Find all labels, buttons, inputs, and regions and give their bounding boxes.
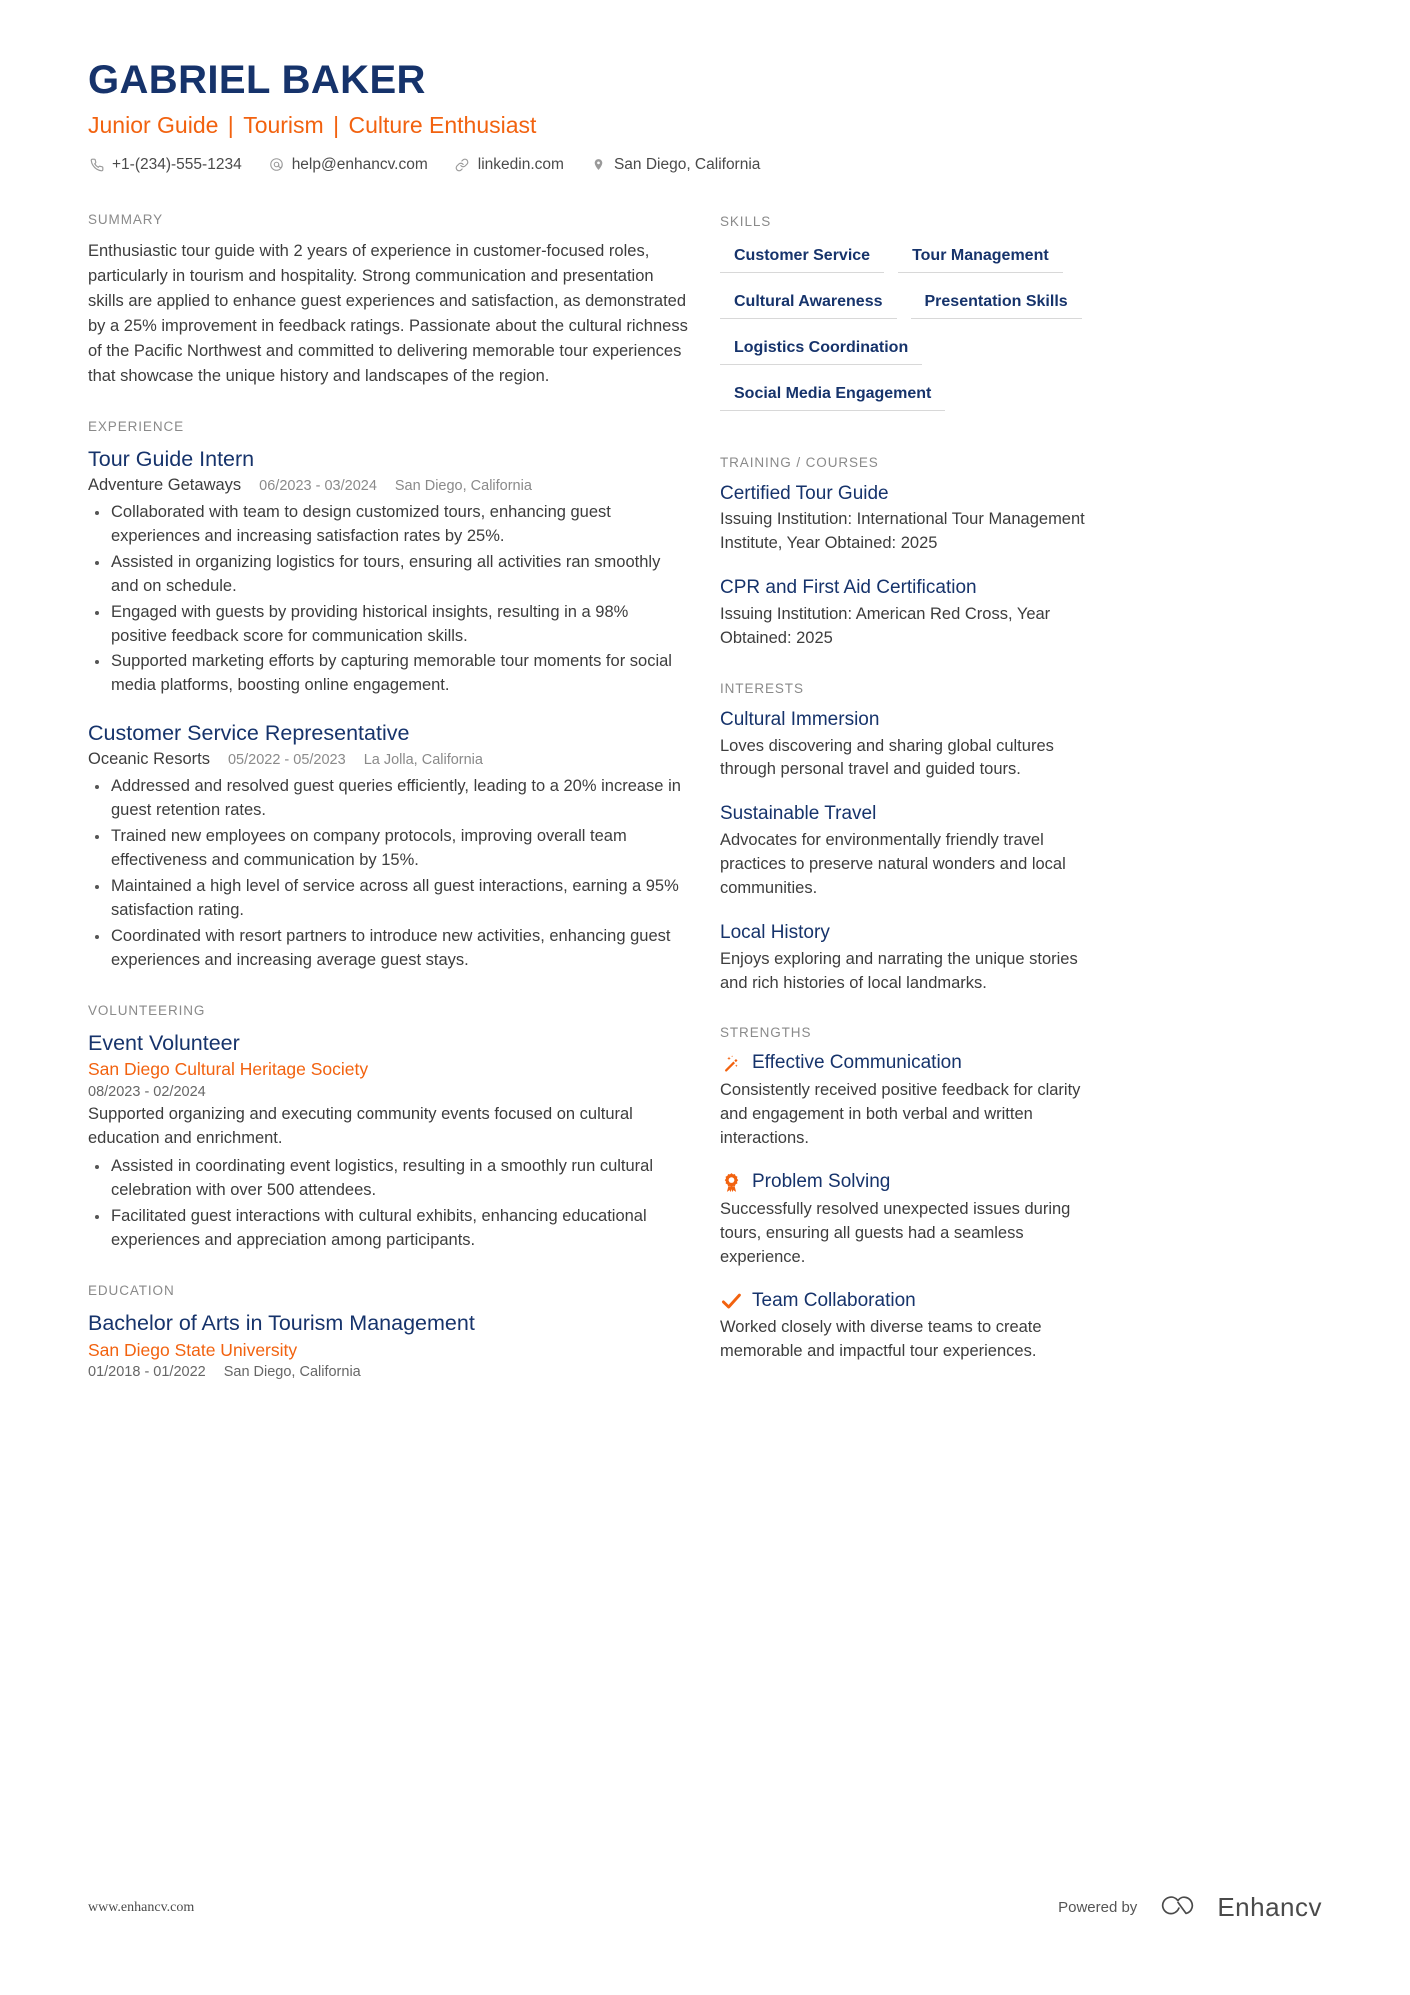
training-title: CPR and First Aid Certification: [720, 577, 977, 599]
bullet-item: Coordinated with resort partners to introduce new activities, enhancing guest experiences and increasing average guest stays.: [88, 925, 688, 973]
experience-dates: 05/2022 - 05/2023: [227, 752, 346, 769]
enhancv-logo: [1155, 1892, 1322, 1923]
contact-email-text: help@enhancv.com: [291, 155, 428, 173]
footer-branding: [1058, 1892, 1322, 1923]
education-school: San Diego State University: [88, 1339, 298, 1360]
skill-chip: Logistics Coordination: [720, 333, 922, 365]
strength-title: Effective Communication: [752, 1052, 962, 1074]
bullet-item: Trained new employees on company protocols, improving overall team effectiveness and communication by 15%.: [88, 825, 688, 873]
magic-wand-icon: [720, 1053, 742, 1075]
headline-part-1: Junior Guide: [88, 112, 219, 138]
interest-item: [720, 921, 1108, 996]
summary-section-label: SUMMARY: [88, 211, 164, 227]
contact-location: [590, 156, 760, 174]
left-column: [88, 212, 688, 1410]
education-meta: [88, 1364, 688, 1380]
experience-location: La Jolla, California: [363, 752, 483, 769]
training-section-label: TRAINING / COURSES: [720, 454, 879, 470]
phone-icon: [88, 156, 105, 173]
experience-entry: [88, 720, 688, 972]
experience-location: San Diego, California: [394, 477, 532, 494]
resume-body: [88, 212, 1322, 1410]
bullet-item: Facilitated guest interactions with cultural exhibits, enhancing educational experiences and appreciation among participants.: [88, 1205, 688, 1253]
contact-phone: [88, 156, 242, 174]
footer-website-url[interactable]: www.enhancv.com: [88, 1899, 195, 1915]
checkmark-icon: [720, 1290, 742, 1312]
experience-dates: 06/2023 - 03/2024: [259, 477, 377, 494]
contact-phone-text: +1-(234)-555-1234: [112, 155, 242, 173]
section-volunteering: [88, 1003, 688, 1253]
section-skills: [720, 214, 1108, 425]
education-degree: Bachelor of Arts in Tourism Management: [88, 1310, 475, 1335]
contact-location-text: San Diego, California: [613, 155, 761, 173]
interest-title: Local History: [720, 921, 830, 943]
strength-item: [720, 1052, 1108, 1151]
enhancv-mark-icon: [1155, 1895, 1207, 1921]
strength-title: Team Collaboration: [752, 1289, 916, 1311]
enhancv-wordmark: Enhancv: [1217, 1892, 1322, 1922]
experience-entry: [88, 446, 688, 698]
contact-email: [268, 156, 428, 174]
headline-part-2: Tourism: [243, 112, 324, 138]
bullet-item: Engaged with guests by providing historical insights, resulting in a 98% positive feedback score for communication skills.: [88, 601, 688, 649]
volunteering-dates: 08/2023 - 02/2024: [88, 1084, 206, 1101]
training-title: Certified Tour Guide: [720, 482, 889, 504]
skills-list: [720, 241, 1108, 425]
strength-title: Problem Solving: [752, 1171, 891, 1193]
resume-header: [88, 0, 1322, 174]
training-item: [720, 576, 1108, 651]
section-experience: [88, 419, 688, 973]
column-divider-space: [688, 212, 720, 1410]
bullet-item: Supported marketing efforts by capturing memorable tour moments for social media platforms, boosting online engagement.: [88, 650, 688, 698]
strength-item: [720, 1290, 1108, 1365]
headline-separator: |: [221, 112, 241, 138]
experience-meta: [88, 476, 688, 495]
powered-by-label: Powered by: [1058, 1899, 1138, 1916]
experience-bullets: [88, 775, 688, 972]
experience-meta: [88, 750, 688, 769]
skill-chip: Tour Management: [898, 241, 1063, 273]
training-text: Issuing Institution: American Red Cross, Year Obtained: 2025: [720, 604, 1051, 647]
contact-row: [88, 156, 1322, 174]
skill-chip: Social Media Engagement: [720, 379, 945, 411]
volunteering-section-label: VOLUNTEERING: [88, 1002, 206, 1018]
skills-section-label: SKILLS: [720, 213, 772, 229]
interest-text: Advocates for environmentally friendly travel practices to preserve natural wonders and local communities.: [720, 831, 1066, 897]
strength-header: [720, 1052, 1108, 1075]
volunteering-bullets: [88, 1155, 688, 1253]
headline-separator: |: [326, 112, 346, 138]
volunteering-organization: San Diego Cultural Heritage Society: [88, 1059, 369, 1080]
section-education: [88, 1283, 688, 1380]
experience-section-label: EXPERIENCE: [88, 419, 185, 435]
award-ribbon-icon: [720, 1171, 742, 1193]
education-dates: 01/2018 - 01/2022: [88, 1363, 206, 1380]
training-item: [720, 482, 1108, 557]
strength-header: [720, 1290, 1108, 1313]
interest-item: [720, 802, 1108, 901]
bullet-item: Maintained a high level of service across all guest interactions, earning a 95% satisfaction rating.: [88, 875, 688, 923]
volunteering-description: Supported organizing and executing community events focused on cultural education and enrichment.: [88, 1105, 633, 1148]
bullet-item: Collaborated with team to design customized tours, enhancing guest experiences and increasing satisfaction rates by 25%.: [88, 501, 688, 549]
skill-chip: Customer Service: [720, 241, 884, 273]
page-footer: [88, 1892, 1322, 1923]
skill-chip: Presentation Skills: [911, 287, 1082, 319]
interest-item: [720, 708, 1108, 783]
strength-text: Consistently received positive feedback for clarity and engagement in both verbal and written interactions.: [720, 1081, 1081, 1148]
strength-item: [720, 1171, 1108, 1270]
experience-job-title: Customer Service Representative: [88, 721, 410, 746]
volunteering-role: Event Volunteer: [88, 1030, 240, 1055]
bullet-item: Assisted in coordinating event logistics, resulting in a smoothly run cultural celebration with over 500 attendees.: [88, 1155, 688, 1203]
strengths-section-label: STRENGTHS: [720, 1025, 812, 1041]
interest-text: Enjoys exploring and narrating the unique stories and rich histories of local landmarks.: [720, 949, 1078, 992]
bullet-item: Addressed and resolved guest queries efficiently, leading to a 20% increase in guest retention rates.: [88, 775, 688, 823]
education-location: San Diego, California: [223, 1363, 361, 1380]
contact-link-text: linkedin.com: [477, 155, 564, 173]
candidate-name: GABRIEL BAKER: [88, 58, 426, 102]
experience-bullets: [88, 501, 688, 698]
headline-part-3: Culture Enthusiast: [348, 112, 537, 138]
experience-company: Adventure Getaways: [88, 475, 242, 494]
experience-job-title: Tour Guide Intern: [88, 447, 255, 472]
training-text: Issuing Institution: International Tour Management Institute, Year Obtained: 2025: [720, 510, 1085, 553]
link-icon: [454, 156, 471, 173]
email-icon: [268, 156, 285, 173]
right-column: [720, 212, 1108, 1410]
interest-title: Sustainable Travel: [720, 803, 877, 825]
section-interests: [720, 681, 1108, 996]
strength-text: Successfully resolved unexpected issues during tours, ensuring all guests had a seamless experience.: [720, 1199, 1071, 1266]
education-section-label: EDUCATION: [88, 1282, 175, 1298]
contact-link: [454, 156, 564, 174]
skill-chip: Cultural Awareness: [720, 287, 897, 319]
volunteering-entry: [88, 1030, 688, 1253]
experience-company: Oceanic Resorts: [88, 750, 210, 769]
location-pin-icon: [590, 156, 607, 173]
interest-text: Loves discovering and sharing global cultures through personal travel and guided tours.: [720, 736, 1054, 779]
education-entry: [88, 1310, 688, 1380]
section-training: [720, 455, 1108, 651]
section-summary: [88, 212, 688, 389]
interests-section-label: INTERESTS: [720, 680, 804, 696]
strength-header: [720, 1171, 1108, 1194]
section-strengths: [720, 1025, 1108, 1364]
strength-text: Worked closely with diverse teams to create memorable and impactful tour experiences.: [720, 1318, 1042, 1361]
bullet-item: Assisted in organizing logistics for tours, ensuring all activities ran smoothly and on schedule.: [88, 551, 688, 599]
interest-title: Cultural Immersion: [720, 708, 880, 730]
candidate-headline: [88, 112, 1322, 140]
summary-text: Enthusiastic tour guide with 2 years of experience in customer-focused roles, particularly in tourism and hospitality. Strong communication and presentation skills are applied to enhance guest experiences and satisfaction, as demonstrated by a 25% improvement in feedback ratings. Passionate about the cultural richness of the Pacific Northwest and committed to delivering memorable tour experiences that showcase the unique history and landscapes of the region.: [88, 241, 688, 385]
